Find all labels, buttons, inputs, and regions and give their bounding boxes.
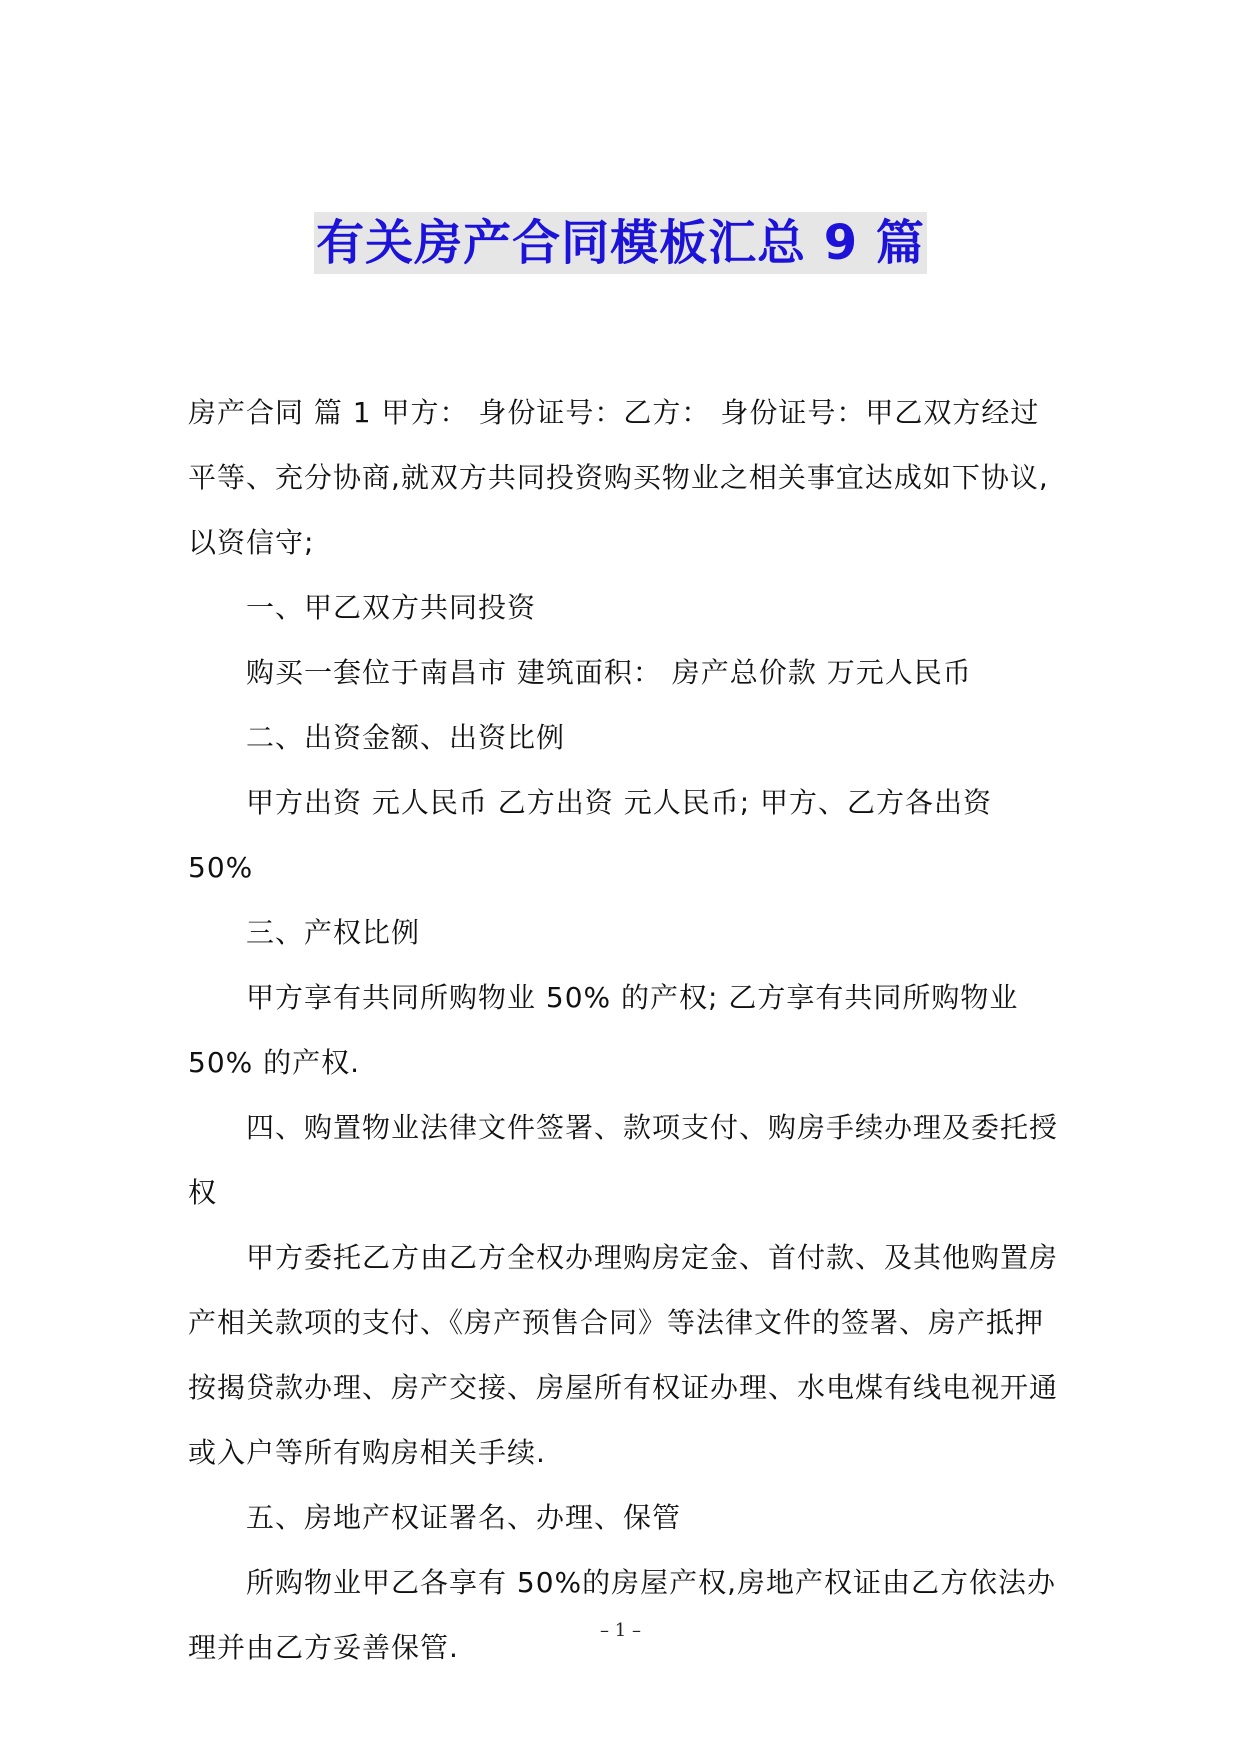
title-container bbox=[0, 212, 1241, 274]
section-heading-1: 一、甲乙双方共同投资 bbox=[246, 591, 537, 624]
paragraph-ownership: 甲方享有共同所购物业 50% 的产权; 乙方享有共同所购物业 50% 的产权. bbox=[188, 981, 1019, 1079]
section-heading-5: 五、房地产权证署名、办理、保管 bbox=[246, 1501, 682, 1534]
section-heading-2: 二、出资金额、出资比例 bbox=[246, 721, 566, 754]
section-heading-4: 四、购置物业法律文件签署、款项支付、购房手续办理及委托授权 bbox=[188, 1111, 1059, 1209]
document-body bbox=[188, 380, 1058, 1680]
paragraph-certificate: 所购物业甲乙各享有 50%的房屋产权,房地产权证由乙方依法办理并由乙方妥善保管. bbox=[188, 1566, 1057, 1664]
section-heading-3: 三、产权比例 bbox=[246, 916, 421, 949]
paragraph-property: 购买一套位于南昌市 建筑面积： 房产总价款 万元人民币 bbox=[246, 656, 972, 689]
page-title: 有关房产合同模板汇总 9 篇 bbox=[314, 212, 927, 274]
page-number: – 1 – bbox=[600, 1620, 641, 1641]
paragraph-intro: 房产合同 篇 1 甲方： 身份证号：乙方： 身份证号：甲乙双方经过平等、充分协商,就双方共同投资购买物业之相关事宜达成如下协议,以资信守; bbox=[188, 396, 1049, 559]
paragraph-contribution: 甲方出资 元人民币 乙方出资 元人民币; 甲方、乙方各出资 50% bbox=[188, 786, 993, 884]
paragraph-authorization: 甲方委托乙方由乙方全权办理购房定金、首付款、及其他购置房产相关款项的支付、《房产预售合同》等法律文件的签署、房产抵押按揭贷款办理、房产交接、房屋所有权证办理、水电煤有线电视开通或入户等所有购房相关手续. bbox=[188, 1241, 1059, 1469]
